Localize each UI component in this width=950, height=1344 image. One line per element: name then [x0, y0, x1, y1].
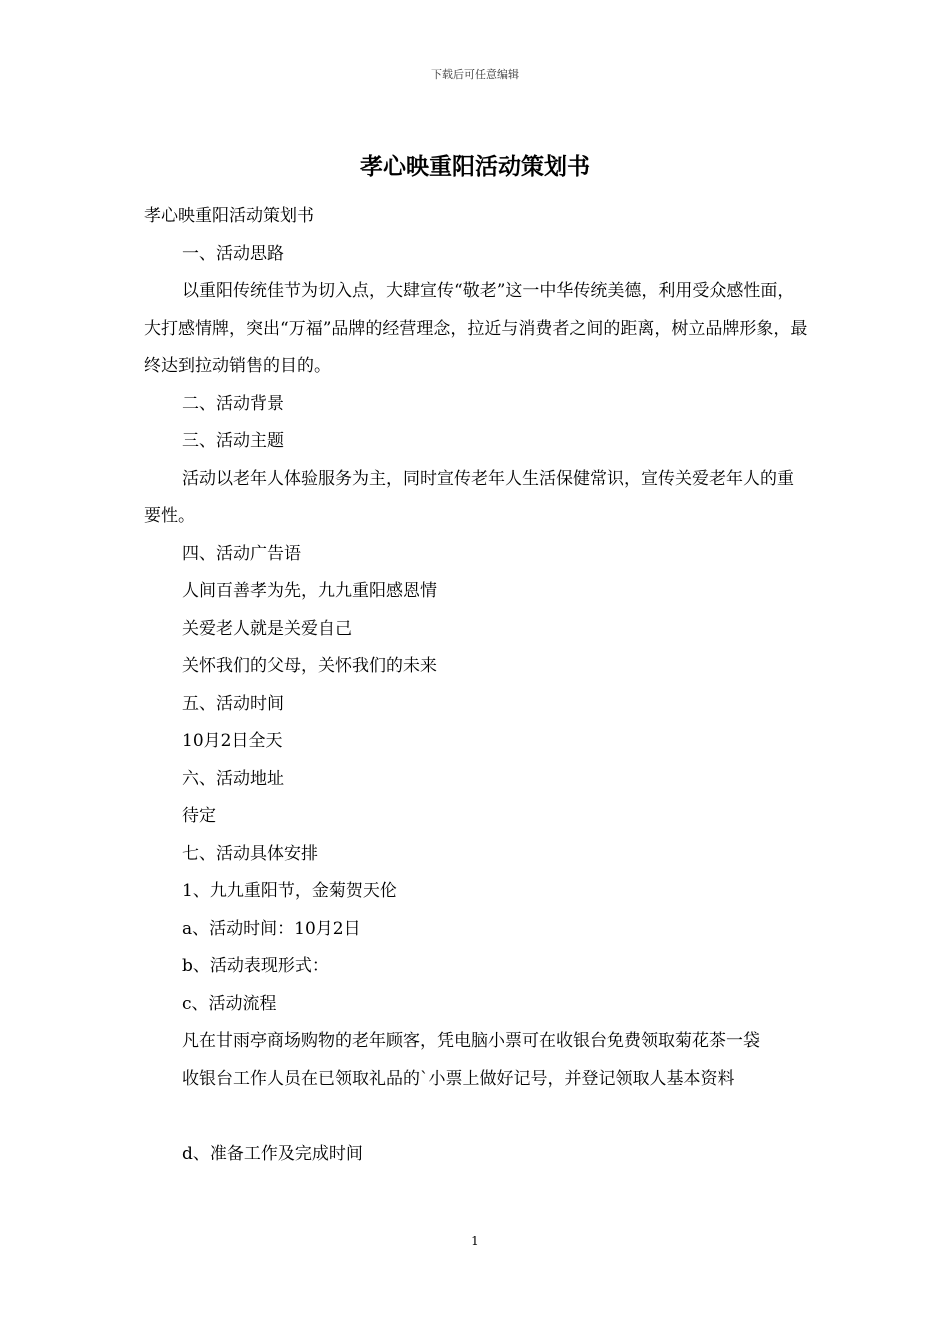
- section-heading-5: 五、活动时间: [182, 693, 284, 714]
- section-heading-1: 一、活动思路: [182, 243, 284, 264]
- blank-line: [144, 1098, 809, 1136]
- page-header: 下载后可任意编辑: [431, 68, 519, 81]
- subtitle-paragraph: 孝心映重阳活动策划书: [144, 206, 314, 226]
- list-item: d、准备工作及完成时间: [182, 1143, 363, 1164]
- body-paragraph: 凡在甘雨亭商场购物的老年顾客，凭电脑小票可在收银台免费领取菊花茶一袋: [182, 1031, 760, 1051]
- body-paragraph: 以重阳传统佳节为切入点，大肆宣传“敬老”这一中华传统美德，利用受众感性面，大打感情牌，突出“万福”品牌的经营理念，拉近与消费者之间的距离，树立品牌形象，最终达到拉动销售的目的。: [144, 281, 808, 376]
- section-heading-7: 七、活动具体安排: [182, 843, 318, 864]
- list-item: a、活动时间：10月2日: [182, 918, 361, 939]
- section-heading-2: 二、活动背景: [182, 393, 284, 414]
- slogan-line: 关爱老人就是关爱自己: [182, 618, 352, 639]
- list-item: b、活动表现形式：: [182, 956, 329, 976]
- document-body: [144, 198, 809, 1173]
- section-heading-3: 三、活动主题: [182, 431, 284, 451]
- body-line: 待定: [182, 806, 216, 826]
- page-number: 1: [471, 1234, 479, 1248]
- section-heading-4: 四、活动广告语: [182, 543, 301, 564]
- body-paragraph: 收银台工作人员在已领取礼品的`小票上做好记号，并登记领取人基本资料: [182, 1068, 735, 1089]
- list-item: 1、九九重阳节，金菊贺天伦: [182, 881, 397, 901]
- body-line: 10月2日全天: [182, 731, 283, 751]
- body-paragraph: 活动以老年人体验服务为主，同时宣传老年人生活保健常识，宣传关爱老年人的重要性。: [144, 468, 794, 526]
- slogan-line: 人间百善孝为先，九九重阳感恩情: [182, 581, 437, 601]
- document-title: 孝心映重阳活动策划书: [360, 153, 590, 180]
- list-item: c、活动流程: [182, 993, 277, 1014]
- section-heading-6: 六、活动地址: [182, 768, 284, 789]
- slogan-line: 关怀我们的父母，关怀我们的未来: [182, 656, 437, 676]
